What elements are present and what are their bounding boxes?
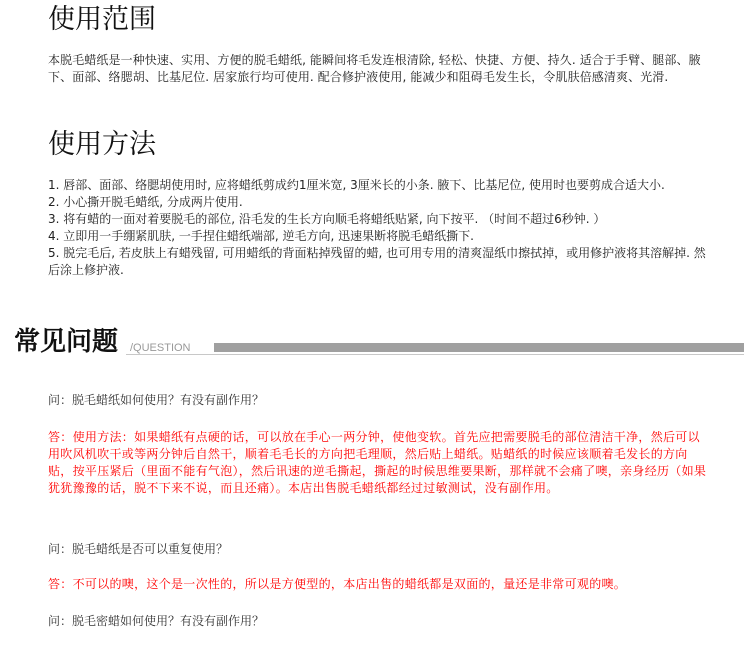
- header-divider: [126, 354, 744, 355]
- faq-question: 问：脱毛蜡纸是否可以重复使用？: [48, 542, 229, 556]
- usage-method-title: 使用方法: [48, 129, 156, 160]
- header-bar: [214, 343, 744, 352]
- usage-scope-title: 使用范围: [48, 4, 156, 35]
- usage-scope-text: 本脱毛蜡纸是一种快速、实用、方便的脱毛蜡纸, 能瞬间将毛发连根清除, 轻松、快捷、方便、持久. 适合于手臂、腿部、腋下、面部、络腮胡、比基尼位. 居家旅行均可使用. 配合修护液使用, 能减少和阻碍毛发生长，令肌肤倍感清爽、光滑.: [48, 53, 701, 84]
- faq-question: 问：脱毛密蜡如何使用？有没有副作用？: [48, 614, 265, 628]
- usage-step: 1. 唇部、面部、络腮胡使用时, 应将蜡纸剪成约1厘米宽, 3厘米长的小条. 腋下、比基尼位, 使用时也要剪成合适大小.: [48, 178, 665, 192]
- usage-step: 4. 立即用一手绷紧肌肤, 一手捏住蜡纸端部, 逆毛方向, 迅速果断将脱毛蜡纸撕下.: [48, 229, 474, 243]
- faq-title: 常见问题: [14, 327, 119, 357]
- usage-step: 5. 脱完毛后, 若皮肤上有蜡残留, 可用蜡纸的背面粘掉残留的蜡, 也可用专用的清爽湿纸巾擦拭掉，或用修护液将其溶解掉. 然后涂上修护液.: [48, 246, 706, 277]
- faq-subtitle: /QUESTION: [130, 342, 191, 354]
- usage-step: 3. 将有蜡的一面对着要脱毛的部位, 沿毛发的生长方向顺毛将蜡纸贴紧, 向下按平. （时间不超过6秒钟. ）: [48, 212, 606, 226]
- usage-method-steps: [48, 177, 710, 279]
- usage-step: 2. 小心撕开脱毛蜡纸, 分成两片使用.: [48, 195, 243, 209]
- faq-answer: 答：不可以的噢，这个是一次性的，所以是方便型的，本店出售的蜡纸都是双面的，量还是非常可观的噢。: [48, 577, 627, 591]
- faq-answer: 答：使用方法：如果蜡纸有点硬的话，可以放在手心一两分钟，使他变软。首先应把需要脱毛的部位清洁干净，然后可以用吹风机吹干或等两分钟后自然干，顺着毛毛长的方向把毛理顺，然后贴上蜡纸。贴蜡纸的时候应该顺着毛发长的方向贴，按平压紧后（里面不能有气泡），然后讯速的逆毛撕起，撕起的时候思维要果断，那样就不会痛了噢，亲身经历（如果犹犹豫豫的话，脱不下来不说，而且还痛）。本店出售脱毛蜡纸都经过过敏测试，没有副作用。: [48, 430, 707, 495]
- faq-question: 问：脱毛蜡纸如何使用？有没有副作用？: [48, 393, 265, 407]
- faq-section-header: [14, 326, 744, 360]
